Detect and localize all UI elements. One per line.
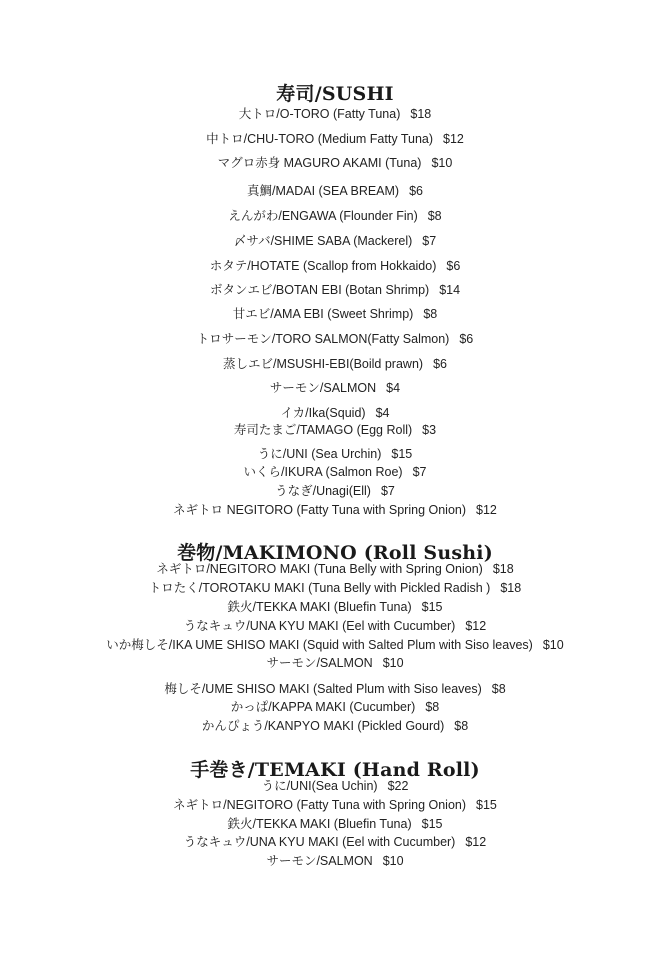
menu-item: ネギトロ/NEGITORO (Fatty Tuna with Spring Onion) $15 — [173, 798, 497, 812]
menu-item: ボタンエビ/BOTAN EBI (Botan Shrimp) $14 — [209, 283, 461, 297]
menu-item: サーモン/SALMON $10 — [266, 656, 404, 670]
menu-item: マグロ赤身 MAGURO AKAMI (Tuna) $10 — [217, 156, 453, 170]
menu-item: ネギトロ/NEGITORO MAKI (Tuna Belly with Spring Onion) $18 — [156, 562, 514, 576]
menu-item: 蒸しエビ/MSUSHI-EBI(Boild prawn) $6 — [223, 357, 447, 371]
menu-item: かんぴょう/KANPYO MAKI (Pickled Gourd) $8 — [201, 719, 469, 733]
menu-item: トロたく/TOROTAKU MAKI (Tuna Belly with Pickled Radish ) $18 — [148, 581, 522, 595]
menu-item: うなキュウ/UNA KYU MAKI (Eel with Cucumber) $12 — [183, 835, 487, 849]
section-title-makimono: 巻物/MAKIMONO (Roll Sushi) — [177, 542, 493, 564]
menu-item: 鉄火/TEKKA MAKI (Bluefin Tuna) $15 — [227, 600, 443, 614]
menu-item: 梅しそ/UME SHISO MAKI (Salted Plum with Siso leaves) $8 — [164, 682, 506, 696]
menu-item: 〆サバ/SHIME SABA (Mackerel) $7 — [233, 234, 437, 248]
menu-item: うなぎ/Unagi(Ell) $7 — [275, 484, 395, 498]
menu-item: 中トロ/CHU-TORO (Medium Fatty Tuna) $12 — [206, 132, 464, 146]
menu-item: いか梅しそ/IKA UME SHISO MAKI (Squid with Salted Plum with Siso leaves) $10 — [106, 638, 564, 652]
menu-item: うなキュウ/UNA KYU MAKI (Eel with Cucumber) $12 — [183, 619, 487, 633]
menu-item: サーモン/SALMON $10 — [266, 854, 404, 868]
section-title-sushi: 寿司/SUSHI — [276, 83, 394, 105]
menu-item: 鉄火/TEKKA MAKI (Bluefin Tuna) $15 — [227, 817, 443, 831]
menu-item: トロサーモン/TORO SALMON(Fatty Salmon) $6 — [196, 332, 474, 346]
menu-item: ホタテ/HOTATE (Scallop from Hokkaido) $6 — [209, 259, 461, 273]
menu-item: 大トロ/O-TORO (Fatty Tuna) $18 — [238, 107, 432, 121]
menu-item: えんがわ/ENGAWA (Flounder Fin) $8 — [228, 209, 442, 223]
menu-item: かっぱ/KAPPA MAKI (Cucumber) $8 — [230, 700, 440, 714]
menu-item: うに/UNI(Sea Uchin) $22 — [261, 779, 409, 793]
menu-item: 甘エビ/AMA EBI (Sweet Shrimp) $8 — [232, 307, 438, 321]
menu-item: ネギトロ NEGITORO (Fatty Tuna with Spring Onion) $12 — [173, 503, 497, 517]
menu-item: 寿司たまご/TAMAGO (Egg Roll) $3 — [233, 423, 437, 437]
menu-item: イカ/Ika(Squid) $4 — [280, 406, 390, 420]
menu-item: 真鯛/MADAI (SEA BREAM) $6 — [246, 184, 423, 198]
menu-item: サーモン/SALMON $4 — [269, 381, 401, 395]
section-title-temaki: 手巻き/TEMAKI (Hand Roll) — [190, 759, 480, 781]
menu-item: いくら/IKURA (Salmon Roe) $7 — [243, 465, 427, 479]
menu-item: うに/UNI (Sea Urchin) $15 — [257, 447, 413, 461]
